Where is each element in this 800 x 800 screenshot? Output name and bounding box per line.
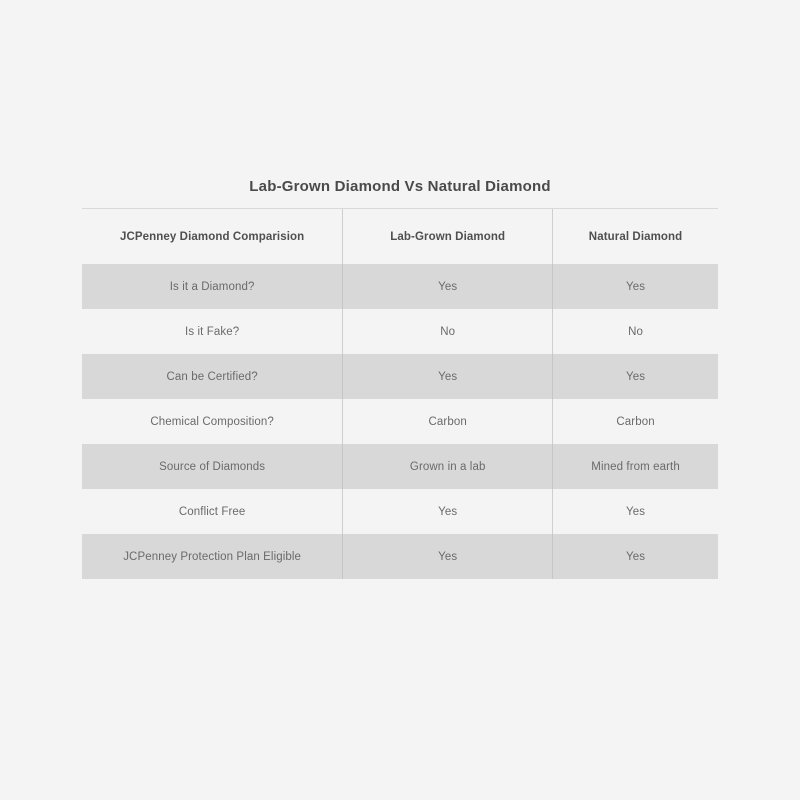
row-value-lab-grown: Yes [343, 354, 553, 399]
row-label: Conflict Free [178, 506, 246, 518]
table-header-row [82, 209, 718, 264]
row-label: Chemical Composition? [150, 416, 274, 428]
table-row [82, 399, 718, 444]
row-value-lab-grown: Yes [343, 534, 553, 579]
table-header [82, 209, 718, 264]
table-row [82, 264, 718, 309]
comparison-panel [82, 178, 718, 579]
row-value-natural: Yes [553, 534, 718, 579]
column-header-natural: Natural Diamond [553, 209, 718, 264]
row-label: Source of Diamonds [82, 444, 343, 489]
row-value-lab-grown: No [343, 309, 553, 354]
row-value-lab-grown: Yes [343, 264, 553, 309]
row-value-natural: Carbon [553, 399, 718, 444]
row-value-natural: No [553, 309, 718, 354]
table-row [82, 354, 718, 399]
row-label: Is it Fake? [185, 326, 240, 338]
row-value-natural: Yes [553, 264, 718, 309]
row-value-lab-grown: Carbon [343, 399, 553, 444]
column-header-lab-grown: Lab-Grown Diamond [343, 209, 553, 264]
table-row [82, 534, 718, 579]
table-body [82, 264, 718, 579]
comparison-table [82, 209, 718, 579]
row-value-lab-grown: Grown in a lab [343, 444, 553, 489]
table-row [82, 309, 718, 354]
row-label: JCPenney Protection Plan Eligible [82, 534, 343, 579]
row-value-natural: Yes [553, 489, 718, 534]
column-header-feature: JCPenney Diamond Comparision [119, 231, 305, 243]
page-title: Lab-Grown Diamond Vs Natural Diamond [82, 178, 718, 209]
row-label: Is it a Diamond? [82, 264, 343, 309]
row-label: Can be Certified? [82, 354, 343, 399]
row-value-lab-grown: Yes [343, 489, 553, 534]
row-value-natural: Mined from earth [553, 444, 718, 489]
table-row [82, 489, 718, 534]
row-value-natural: Yes [553, 354, 718, 399]
table-row [82, 444, 718, 489]
